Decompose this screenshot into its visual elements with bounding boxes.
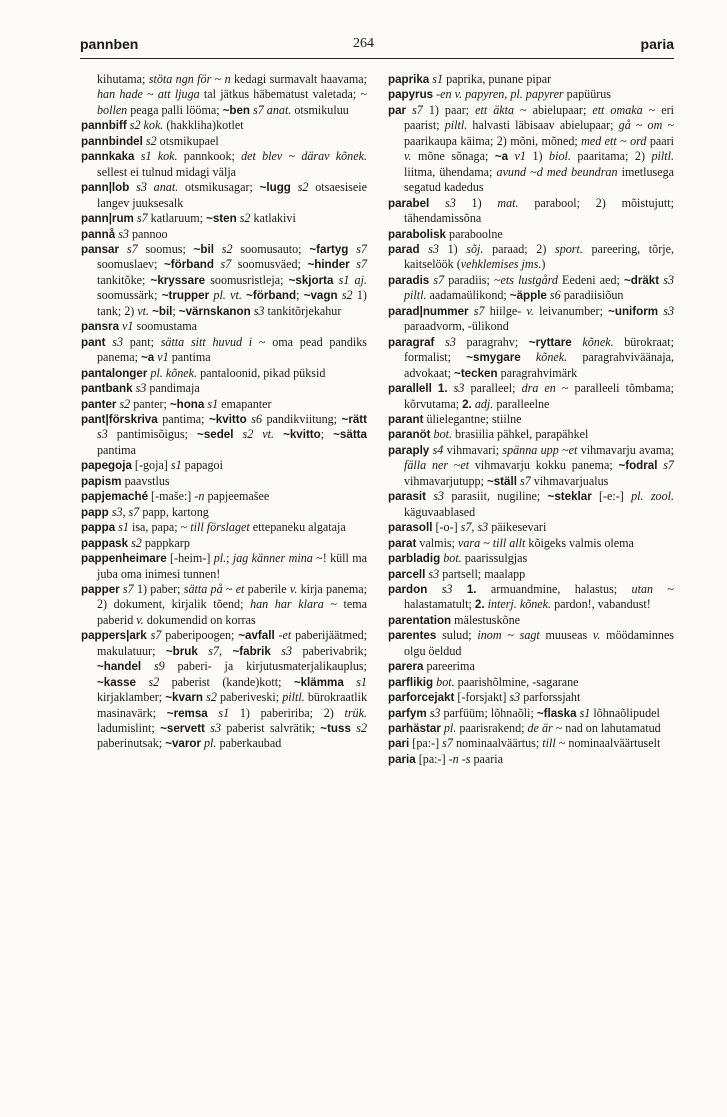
grammar-label: s7 [433, 272, 445, 287]
grammar-label: adj. [474, 396, 494, 411]
headword: parbladig [388, 552, 441, 566]
dictionary-entry: papism paavstlus [81, 473, 170, 488]
headword: ~a [494, 150, 509, 164]
headword: ~avfall [238, 629, 275, 643]
headword: 1. [437, 382, 448, 396]
headword: pari [388, 737, 410, 751]
grammar-label: s7 [208, 643, 220, 658]
dictionary-entry: parera pareerima [388, 659, 475, 674]
headword: parabolisk [388, 227, 446, 241]
headword: parant [388, 412, 424, 426]
grammar-label: bot. [433, 427, 453, 442]
dictionary-entry: par s7 1) paar; ett äkta ~ abielupaar; ett omaka ~ eri paarist; piltl. halvasti läbisaav abielupaar; gå ~ om ~ paarikaupa käima; 2) mõni, mõned; med ett ~ ord paari v. mõne sõnaga; ~a v1 1) biol. paaritama; 2) piltl. liitma, ühendama; avund ~d med beundran imetlusega segatud kadedus [388, 102, 674, 195]
headword: pantbank [81, 382, 133, 396]
headword: papp [81, 505, 109, 519]
dictionary-entry: parbladig bot. paarissulgjas [388, 551, 528, 566]
grammar-label: sätta på [183, 581, 223, 596]
grammar-label: biol. [549, 149, 571, 164]
grammar-label: d med beundran [536, 164, 618, 179]
headword: ~rätt [341, 412, 367, 426]
grammar-label: s2 [119, 396, 131, 411]
grammar-label: et [568, 442, 578, 457]
headword: ~flaska [536, 706, 577, 720]
grammar-label: -n [194, 489, 205, 504]
headword: ~steklar [547, 490, 592, 504]
headword: ~fabrik [232, 644, 271, 658]
headword: pann|rum [81, 212, 134, 226]
headword: paria [388, 752, 416, 766]
grammar-label: s7, s3 [460, 520, 489, 535]
grammar-label: n [224, 72, 231, 86]
headword: paradis [388, 273, 430, 287]
grammar-label: sport. [554, 241, 583, 256]
headword: papper [81, 582, 120, 596]
grammar-label: trük. [344, 705, 367, 720]
grammar-label: s7 [356, 241, 367, 256]
grammar-label: s7 anat. [253, 102, 292, 117]
dictionary-entry: pannkaka s1 kok. pannkook; det blev ~ därav kõnek. sellest ei tulnud midagi välja [81, 149, 367, 179]
grammar-label: han hade [97, 87, 143, 102]
grammar-label: s7 [473, 303, 485, 318]
grammar-label: sätta sitt huvud i [160, 334, 253, 349]
grammar-label: pl. kõnek. [150, 365, 198, 380]
grammar-label: s3 [281, 643, 293, 658]
headword: parasoll [388, 521, 433, 535]
headword: parentation [388, 613, 452, 627]
headword: paraply [388, 443, 430, 457]
grammar-label: v1 [122, 319, 134, 334]
grammar-label: jag känner mina [232, 551, 313, 566]
grammar-label: s3 [253, 303, 265, 318]
headword: ~kasse [97, 675, 137, 689]
headword: ~tecken [454, 366, 498, 380]
grammar-label: s3 [453, 381, 465, 396]
dictionary-entry: paradis s7 paradiis; ~ets lustgård Eedeni aed; ~dräkt s3 piltl. aadamaülikond; ~äpple s6 paradiisiõun [388, 272, 674, 303]
dictionary-entry: paragraf s3 paragrahv; ~ryttare kõnek. bürokraat; formalist; ~smygare kõnek. paragrahviväänaja, advokaat; ~tecken paragrahvimärk [388, 334, 674, 380]
grammar-label: s3 [429, 705, 441, 720]
grammar-label: s3 [445, 195, 456, 210]
grammar-label: s7 [136, 211, 148, 226]
dictionary-entry: parentes sulud; inom ~ sagt muuseas v. möödaminnes olgu öeldud [388, 628, 675, 658]
grammar-label: de är [527, 721, 553, 736]
grammar-label: s2 [221, 241, 233, 256]
grammar-label: spänna upp [502, 442, 559, 457]
headword: pantalonger [81, 366, 148, 380]
headword: ~värnskanon [178, 304, 251, 318]
dictionary-entry: parforcejakt [-forsjakt] s3 parforssjaht [388, 690, 581, 705]
dictionary-entry: papjemaché [-maše:] -n papjeemašee [81, 489, 270, 504]
grammar-label: s1 [118, 520, 129, 535]
dictionary-entry: parant ülielegantne; stiilne [388, 411, 522, 426]
dictionary-entry: papper s7 1) paber; sätta på ~ et paberile v. kirja panema; 2) dokument, kirjalik tõend; han har klara ~ tema paberid v. dokumendid on korras [81, 581, 368, 627]
headword: ~ben [222, 103, 250, 117]
dictionary-entry: pari [pa:-] s7 nominaalväärtus; till ~ nominaalväärtuselt [388, 736, 661, 751]
headword: parentes [388, 629, 437, 643]
headword: ~skjorta [288, 273, 334, 287]
grammar-label: det blev [241, 149, 283, 164]
grammar-label: s1 [579, 705, 591, 720]
headword: ~smygare [466, 351, 521, 365]
grammar-label: bot. [443, 551, 462, 566]
headword: ~handel [97, 660, 142, 674]
dictionary-entry: parallell 1. s3 paralleel; dra en ~ paralleeli tõmbama; kõrvutama; 2. adj. paralleelne [388, 381, 674, 411]
grammar-label: s6 [251, 411, 262, 426]
grammar-label: v. [136, 612, 144, 627]
grammar-label: s2 [239, 211, 251, 226]
grammar-label: interj. kõnek. [487, 597, 552, 612]
grammar-label: s3 [428, 566, 440, 581]
page-number: 264 [353, 36, 374, 51]
headword: papegoja [81, 459, 132, 473]
headword: parforcejakt [388, 691, 455, 705]
headword: parad|nummer [388, 304, 469, 318]
grammar-label: sagt [519, 628, 540, 643]
dictionary-entry: pannbindel s2 otsmikupael [81, 133, 219, 148]
grammar-label: inom [477, 628, 502, 643]
grammar-label: -et [278, 628, 292, 643]
headword: ~trupper [161, 289, 210, 303]
grammar-label: s2 [206, 690, 217, 705]
grammar-label: s3 [433, 489, 445, 504]
grammar-label: v. [289, 581, 298, 596]
headword: ~lugg [259, 181, 291, 195]
right-column [388, 72, 674, 767]
headword: pannå [81, 227, 116, 241]
grammar-label: ett omaka [592, 102, 643, 117]
headword: ~kryssare [150, 273, 206, 287]
headword: ~varor [165, 737, 201, 751]
dictionary-entry: parflikig bot. paarishõlmine, -sagarane [388, 674, 579, 689]
grammar-label: -en v. papyren, pl. papyrer [436, 87, 564, 102]
dictionary-entry: parabel s3 1) mat. parabool; 2) mõistujutt; tähendamissõna [388, 195, 675, 226]
grammar-label: sõj. [466, 241, 484, 256]
page-header [0, 0, 727, 65]
continued-entry: kihutama; stöta ngn för ~ n kedagi surmavalt haavama; han hade ~ att ljuga tal jätkus häbematust valetada; ~ bollen peaga palli lööma; ~ben s7 anat. otsmikuluu [97, 72, 368, 117]
grammar-label: s3 [210, 721, 222, 736]
headword: papjemaché [81, 490, 149, 504]
headword: ~sedel [197, 428, 234, 442]
grammar-label: s1 kok. [140, 149, 178, 164]
grammar-label: s2 [341, 288, 353, 303]
headword: par [388, 103, 407, 117]
dictionary-entry: parad s3 1) sõj. paraad; 2) sport. pareering, tõrje, kaitselöök (vehklemises jms.) [388, 241, 674, 272]
headword: ~dräkt [624, 273, 660, 287]
dictionary-entry: pant|förskriva pantima; ~kvitto s6 pandikviitung; ~rätt s3 pantimisõigus; ~sedel s2 vt. ~kvitto; ~sätta pantima [81, 411, 367, 457]
grammar-label: v. [592, 628, 601, 643]
headword: 2. [462, 397, 472, 411]
headword: papyrus [388, 88, 434, 102]
headword: ~förband [164, 258, 214, 272]
dictionary-entry: parentation mälestuskõne [388, 612, 520, 627]
grammar-label: stöta ngn för [148, 72, 212, 86]
headword: parcell [388, 567, 426, 581]
headword: ~bil [193, 242, 214, 256]
grammar-label: bot. [436, 674, 455, 689]
grammar-label: kõnek. [535, 350, 568, 365]
headword: ~hinder [307, 258, 350, 272]
headword: 1. [466, 582, 477, 596]
grammar-label: s3 [445, 334, 456, 349]
dictionary-entry: pappers|ark s7 paberipoogen; ~avfall -et paberijäätmed; makulatuur; ~bruk s7, ~fabrik s3 paberivabrik; ~handel s9 paberi- ja kirjutusmaterjalikauplus; ~kasse s2 paberist (kande)kott; ~klämma s1 kirjaklamber; ~kvarn s2 paberiveski; piltl. bürokraatlik masinavärk; ~remsa s1 1) pabeririba; 2) trük. ladumislint; ~servett s3 paberist salvrätik; ~tuss s2 paberinutsak; ~varor pl. paberkaubad [81, 628, 367, 751]
headword: ~kvitto [283, 428, 321, 442]
headword: ~kvarn [165, 691, 203, 705]
headword: ~fartyg [309, 242, 349, 256]
dictionary-entry: pappa s1 isa, papa; ~ till förslaget ettepaneku algataja [81, 520, 346, 535]
grammar-label: ord [630, 133, 647, 148]
grammar-label: s1 [356, 674, 367, 689]
grammar-label: s2 kok. [129, 118, 164, 133]
grammar-label: et [235, 581, 245, 596]
dictionary-entry: pantalonger pl. kõnek. pantaloonid, pikad püksid [81, 365, 326, 380]
headword: parat [388, 536, 417, 550]
grammar-label: s3 [112, 334, 123, 349]
headword: panter [81, 397, 117, 411]
headword: parallell [388, 382, 432, 396]
grammar-label: mat. [497, 195, 519, 210]
headword: ~ryttare [528, 335, 572, 349]
dictionary-entry: paprika s1 paprika, punane pipar [388, 72, 552, 86]
grammar-label: s3, s7 [111, 504, 140, 519]
grammar-label: till [542, 736, 556, 751]
headword: paragraf [388, 335, 435, 349]
headword: ~remsa [166, 706, 208, 720]
grammar-label: ets lustgård [500, 272, 558, 287]
grammar-label: v1 [514, 149, 526, 164]
headword: pannkaka [81, 150, 135, 164]
dictionary-entry: papegoja [-goja] s1 papagoi [81, 458, 223, 473]
headword: ~sten [206, 212, 237, 226]
headword: pappa [81, 521, 116, 535]
grammar-label: s2 [297, 180, 309, 195]
grammar-label: dra en [521, 381, 556, 396]
headword: parad [388, 242, 420, 256]
grammar-label: v1 [157, 350, 169, 365]
grammar-label: et [460, 458, 470, 473]
dictionary-entry: paria [pa:-] -n -s paaria [388, 751, 504, 766]
grammar-label: s2 [131, 535, 142, 550]
headword: ~ställ [486, 474, 517, 488]
headword: pappenheimare [81, 552, 167, 566]
headword: ~fodral [618, 459, 658, 473]
headword: ~a [141, 351, 155, 365]
headword: parfym [388, 706, 427, 720]
grammar-label: s7 [220, 257, 232, 272]
headword: pansra [81, 320, 120, 334]
dictionary-entry: papyrus -en v. papyren, pl. papyrer papüürus [388, 87, 612, 102]
headword: pappask [81, 536, 129, 550]
grammar-label: s6 [549, 288, 561, 303]
grammar-label: han har klara [250, 597, 324, 612]
grammar-label: v. [526, 303, 534, 318]
headword: ~bil [152, 304, 173, 318]
headword: ~förband [246, 289, 297, 303]
grammar-label: -n -s [448, 751, 471, 766]
headword: ~sätta [333, 428, 367, 442]
grammar-label: s7 [150, 628, 162, 643]
grammar-label: avund [496, 164, 527, 179]
grammar-label: pl. [204, 736, 217, 751]
dictionary-entry: pannå s3 pannoo [81, 226, 168, 241]
grammar-label: s3 [135, 381, 147, 396]
dictionary-entry: pansar s7 soomus; ~bil s2 soomusauto; ~fartyg s7 soomuslaev; ~förband s7 soomusväed; ~hinder s7 tankitõke; ~kryssare soomusristleja; ~skjorta s1 aj. soomussärk; ~trupper pl. vt. ~förband; ~vagn s2 1) tank; 2) vt. ~bil; ~värnskanon s3 tankitõrjekahur [81, 241, 367, 318]
grammar-label: s4 [432, 442, 444, 457]
grammar-label: v. [404, 149, 412, 164]
grammar-label: s1 [170, 458, 182, 473]
grammar-label: ett äkta [475, 102, 515, 117]
grammar-label: s3 [118, 226, 129, 241]
grammar-label: s3 [663, 303, 674, 318]
grammar-label: s2 [145, 133, 157, 148]
grammar-label: s3 [441, 581, 453, 596]
dictionary-entry: pansra v1 soomustama [81, 319, 197, 334]
headword: ~hona [169, 397, 205, 411]
dictionary-entry: parfym s3 parfüüm; lõhnaõli; ~flaska s1 lõhnaõlipudel [388, 705, 660, 720]
grammar-label: s7 [356, 257, 367, 272]
dictionary-entry: pant s3 pant; sätta sitt huvud i ~ oma pead pandiks panema; ~a v1 pantima [81, 334, 367, 365]
grammar-label: s3 [97, 427, 108, 442]
dictionary-entry: pappask s2 pappkarp [81, 535, 190, 550]
headword: parflikig [388, 675, 434, 689]
grammar-label: vara [458, 535, 481, 550]
left-running-headword: pannben [80, 36, 139, 52]
grammar-label: s2 [148, 674, 160, 689]
headword: pannbindel [81, 134, 143, 148]
dictionary-entry: parad|nummer s7 hiilge- v. leivanumber; ~uniform s3 paraadvorm, -ülikond [388, 303, 674, 334]
dictionary-entry: pappenheimare [-heim-] pl.; jag känner mina ~! küll ma juba oma inimesi tunnen! [81, 551, 368, 581]
grammar-label: s7 [412, 102, 423, 117]
dictionary-entry: parhästar pl. paarisrakend; de är ~ nad on lahutamatud [388, 721, 661, 736]
grammar-label: gå [618, 118, 631, 133]
grammar-label: pl. [443, 721, 457, 736]
headword: paprika [388, 73, 430, 86]
grammar-label: till förslaget [190, 520, 250, 535]
grammar-label: s7 [122, 581, 134, 596]
grammar-label: s1 [432, 72, 444, 86]
grammar-label: med ett [581, 133, 617, 148]
dictionary-entry: paranöt bot. brasiilia pähkel, parapähkel [388, 427, 589, 442]
headword: ~vagn [303, 289, 338, 303]
grammar-label: piltl. [651, 149, 674, 164]
headword: pappers|ark [81, 629, 147, 643]
headword: ~servett [160, 722, 205, 736]
headword: pardon [388, 582, 428, 596]
dictionary-entry: pantbank s3 pandimaja [81, 381, 200, 396]
dictionary-entry: panter s2 panter; ~hona s1 emapanter [81, 396, 272, 411]
dictionary-entry: parabolisk paraboolne [388, 226, 503, 241]
dictionary-entry: pann|rum s7 katlaruum; ~sten s2 katlakivi [81, 211, 296, 226]
grammar-label: s7 [126, 241, 138, 256]
dictionary-entry: parcell s3 partsell; maalapp [388, 566, 526, 581]
grammar-label: s2 [356, 721, 367, 736]
headword: parabel [388, 196, 430, 210]
grammar-label: piltl. [282, 690, 305, 705]
dictionary-entry: parasoll [-o-] s7, s3 päikesevari [388, 520, 547, 535]
grammar-label: bollen [97, 102, 128, 117]
dictionary-entry: parat valmis; vara ~ till allt kõigeks valmis olema [388, 535, 634, 550]
headword: paranöt [388, 428, 431, 442]
grammar-label: därav kõnek. [301, 149, 367, 164]
headword: parhästar [388, 722, 441, 736]
dictionary-entry: pannbiff s2 kok. (hakkliha)kotlet [81, 118, 244, 133]
headword: ~tuss [320, 722, 351, 736]
grammar-label: kõnek. [582, 334, 614, 349]
headword: parasit [388, 490, 427, 504]
dictionary-entry: papp s3, s7 papp, kartong [81, 504, 209, 519]
headword: 2. [474, 598, 485, 612]
grammar-label: s3 [509, 690, 521, 705]
grammar-label: s1 [218, 705, 230, 720]
headword: pann|lob [81, 181, 130, 195]
grammar-label: vt. [137, 303, 150, 318]
headword: parera [388, 660, 424, 674]
grammar-label: att ljuga [157, 87, 200, 102]
grammar-label: vehklemises jms. [460, 257, 542, 272]
grammar-label: fälla ner [404, 458, 449, 473]
headword: ~kvitto [209, 412, 247, 426]
grammar-label: s1 aj. [338, 272, 367, 287]
right-running-headword: paria [640, 36, 674, 52]
dictionary-entry: paraply s4 vihmavari; spänna upp ~et vihmavarju avama; fälla ner ~et vihmavarju kokku panema; ~fodral s7 vihmavarjutupp; ~ställ s7 vihmavarjualus [388, 442, 675, 488]
grammar-label: pl. zool. [631, 489, 675, 504]
grammar-label: pl. [213, 551, 227, 566]
grammar-label: s3 piltl. [404, 272, 674, 303]
headword: pannbiff [81, 119, 127, 133]
grammar-label: pl. vt. [213, 288, 242, 303]
grammar-label: s7 [442, 736, 453, 751]
headword: pant [81, 335, 106, 349]
grammar-label: s2 vt. [242, 427, 275, 442]
headword: ~uniform [608, 304, 659, 318]
header-rule [80, 58, 674, 59]
grammar-label: s3 anat. [136, 180, 179, 195]
dictionary-entry: pann|lob s3 anat. otsmikusagar; ~lugg s2 otsaesiseie langev juuksesalk [81, 180, 367, 210]
grammar-label: s7 [519, 473, 531, 488]
left-column [81, 72, 367, 752]
headword: ~äpple [509, 289, 547, 303]
dictionary-entry: pardon s3 1. armuandmine, halastus; utan ~ halastamatult; 2. interj. kõnek. pardon!, vabandust! [388, 581, 674, 612]
grammar-label: om [647, 118, 663, 133]
grammar-label: till allt [492, 535, 526, 550]
grammar-label: s9 [153, 659, 165, 674]
headword: pansar [81, 242, 120, 256]
headword: ~bruk [165, 644, 198, 658]
grammar-label: s1 [207, 396, 219, 411]
grammar-label: s7 [663, 458, 674, 473]
dictionary-entry: parasit s3 parasiit, nugiline; ~steklar [-e:-] pl. zool. käguvaablased [388, 489, 675, 519]
headword: ~klämma [293, 675, 344, 689]
grammar-label: s3 [428, 241, 439, 256]
grammar-label: piltl. [444, 118, 468, 133]
headword: papism [81, 474, 122, 488]
headword: pant|förskriva [81, 412, 158, 426]
grammar-label: utan [631, 581, 654, 596]
